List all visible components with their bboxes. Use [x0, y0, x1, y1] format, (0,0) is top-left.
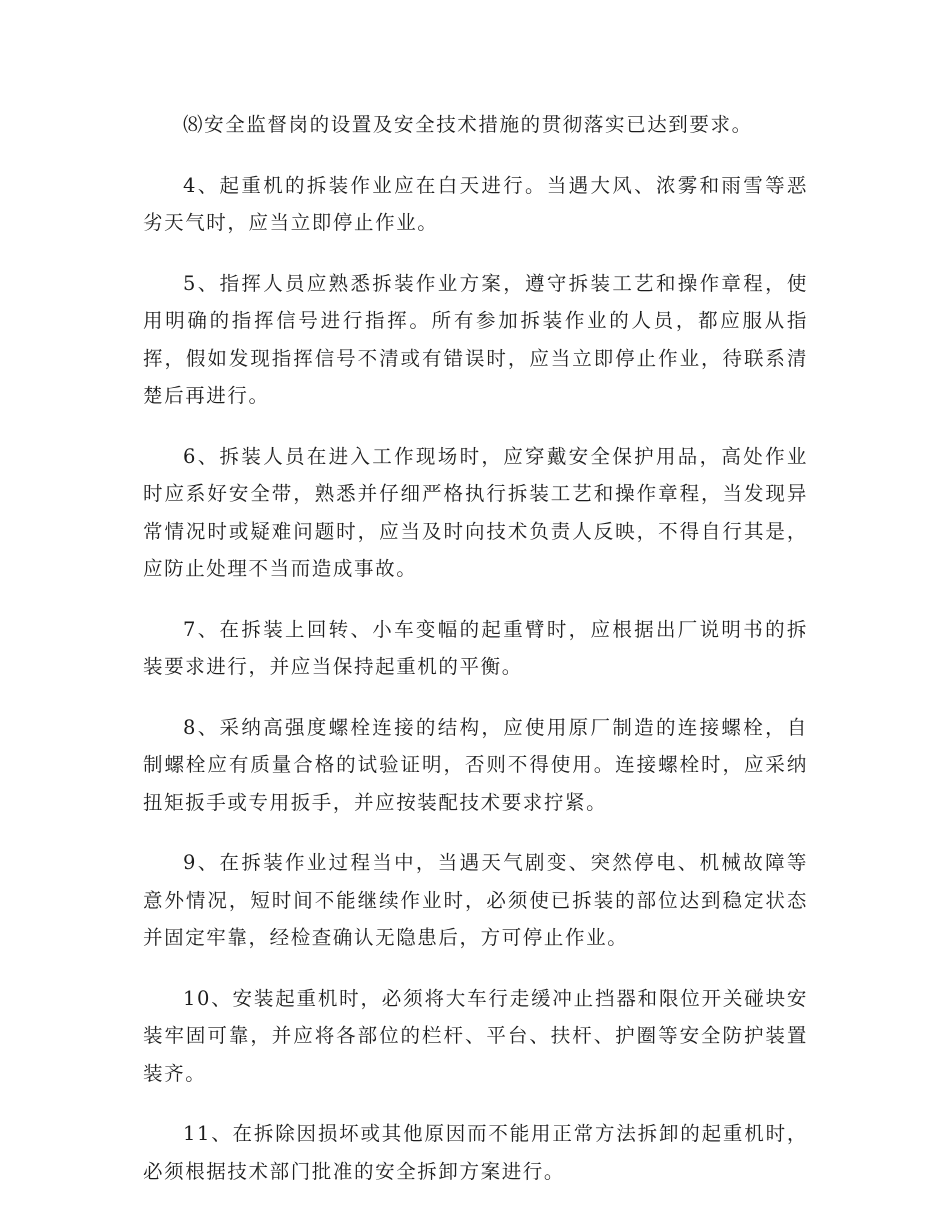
paragraph-clause-5: 5、指挥人员应熟悉拆装作业方案，遵守拆装工艺和操作章程，使用明确的指挥信号进行指挥。所有参加拆装作业的人员，都应服从指挥，假如发现指挥信号不清或有错误时，应当立即停止作业，待联系清楚后再进行。 [143, 271, 808, 407]
paragraph-item-8-safety-post: ⑻安全监督岗的设置及安全技术措施的贯彻落实已达到要求。 [183, 113, 753, 136]
paragraph-clause-6: 6、拆装人员在进入工作现场时，应穿戴安全保护用品，高处作业时应系好安全带，熟悉并仔细严格执行拆装工艺和操作章程，当发现异常情况时或疑难问题时，应当及时向技术负责人反映，不得自行其是，应防止处理不当而造成事故。 [143, 444, 808, 580]
paragraph-clause-4: 4、起重机的拆装作业应在白天进行。当遇大风、浓雾和雨雪等恶劣天气时，应当立即停止作业。 [143, 173, 808, 234]
paragraph-clause-7: 7、在拆装上回转、小车变幅的起重臂时，应根据出厂说明书的拆装要求进行，并应当保持起重机的平衡。 [143, 617, 808, 678]
paragraph-clause-8: 8、采纳高强度螺栓连接的结构，应使用原厂制造的连接螺栓，自制螺栓应有质量合格的试验证明，否则不得使用。连接螺栓时，应采纳扭矩扳手或专用扳手，并应按装配技术要求拧紧。 [143, 715, 808, 814]
document-body [143, 106, 808, 1213]
paragraph-clause-9: 9、在拆装作业过程当中，当遇天气剧变、突然停电、机械故障等意外情况，短时间不能继续作业时，必须使已拆装的部位达到稳定状态并固定牢靠，经检查确认无隐患后，方可停止作业。 [143, 851, 808, 949]
paragraph-clause-10: 10、安装起重机时，必须将大车行走缓冲止挡器和限位开关碰块安装牢固可靠，并应将各部位的栏杆、平台、扶杆、护圈等安全防护装置装齐。 [143, 986, 808, 1085]
paragraph-clause-11: 11、在拆除因损坏或其他原因而不能用正常方法拆卸的起重机时，必须根据技术部门批准的安全拆卸方案进行。 [143, 1122, 808, 1183]
